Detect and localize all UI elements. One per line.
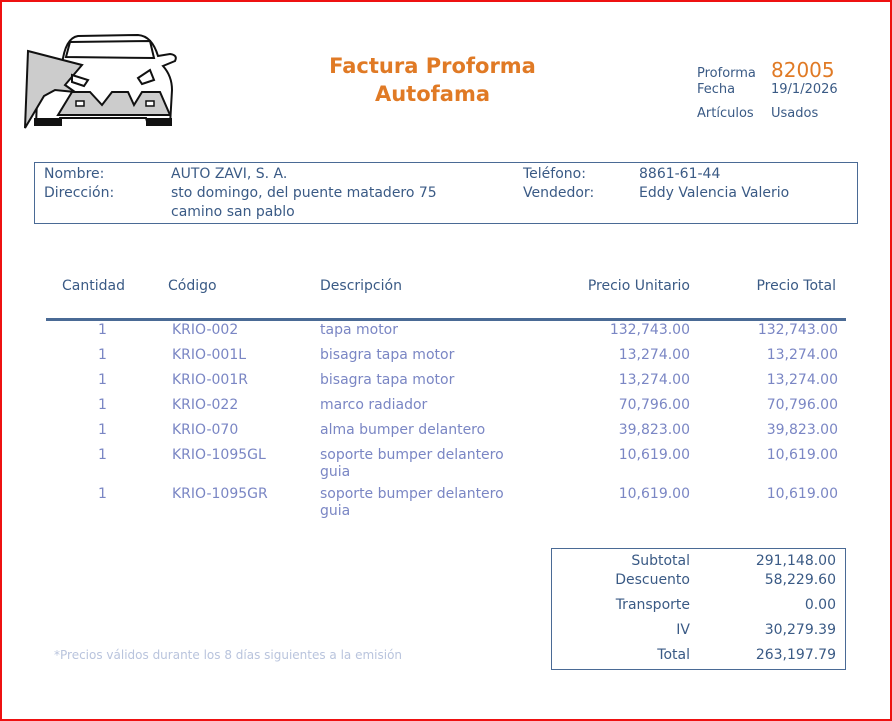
cell-desc-line-2: guia bbox=[320, 503, 351, 519]
cell-code: KRIO-022 bbox=[172, 397, 239, 413]
cell-qty: 1 bbox=[98, 397, 107, 413]
cell-qty: 1 bbox=[98, 422, 107, 438]
cell-total-price: 13,274.00 bbox=[766, 347, 838, 363]
totals-iv bbox=[552, 622, 845, 640]
cell-code: KRIO-001L bbox=[172, 347, 247, 363]
cell-total-price: 10,619.00 bbox=[766, 447, 838, 463]
articulos-value: Usados bbox=[771, 106, 819, 121]
cell-code: KRIO-1095GR bbox=[172, 486, 268, 502]
cell-desc: bisagra tapa motor bbox=[320, 372, 455, 388]
cell-code: KRIO-1095GL bbox=[172, 447, 266, 463]
total-label: Total bbox=[657, 647, 690, 663]
document-title bbox=[290, 52, 575, 108]
total-value: 263,197.79 bbox=[755, 647, 836, 663]
cell-unit-price: 10,619.00 bbox=[618, 447, 690, 463]
telefono-value: 8861-61-44 bbox=[639, 166, 721, 182]
cell-total-price: 70,796.00 bbox=[766, 397, 838, 413]
cell-qty: 1 bbox=[98, 347, 107, 363]
cell-unit-price: 10,619.00 bbox=[618, 486, 690, 502]
totals-transporte bbox=[552, 597, 845, 615]
client-info-box bbox=[34, 162, 858, 224]
cell-total-price: 39,823.00 bbox=[766, 422, 838, 438]
header-codigo: Código bbox=[168, 278, 217, 294]
proforma-label: Proforma bbox=[697, 66, 756, 81]
nombre-label: Nombre: bbox=[44, 166, 105, 182]
header-descripcion: Descripción bbox=[320, 278, 402, 294]
title-line-1: Factura Proforma bbox=[329, 54, 536, 78]
cell-unit-price: 39,823.00 bbox=[618, 422, 690, 438]
cell-qty: 1 bbox=[98, 486, 107, 502]
nombre-value: AUTO ZAVI, S. A. bbox=[171, 166, 288, 182]
vendedor-label: Vendedor: bbox=[523, 185, 595, 201]
cell-unit-price: 13,274.00 bbox=[618, 372, 690, 388]
telefono-label: Teléfono: bbox=[523, 166, 586, 182]
transporte-label: Transporte bbox=[615, 597, 690, 613]
cell-qty: 1 bbox=[98, 372, 107, 388]
validity-footnote: *Precios válidos durante los 8 días siguientes a la emisión bbox=[54, 648, 403, 662]
cell-desc: marco radiador bbox=[320, 397, 428, 413]
transporte-value: 0.00 bbox=[804, 597, 836, 613]
totals-descuento bbox=[552, 572, 845, 590]
descuento-value: 58,229.60 bbox=[764, 572, 836, 588]
cell-desc bbox=[320, 447, 550, 481]
cell-desc-line-1: soporte bumper delantero bbox=[320, 486, 504, 502]
meta-proforma bbox=[697, 58, 838, 82]
header-divider bbox=[46, 318, 846, 321]
cell-unit-price: 132,743.00 bbox=[609, 322, 690, 338]
cell-unit-price: 13,274.00 bbox=[618, 347, 690, 363]
header-precio-total: Precio Total bbox=[756, 278, 836, 294]
cell-desc-line-1: soporte bumper delantero bbox=[320, 447, 504, 463]
cell-desc: alma bumper delantero bbox=[320, 422, 486, 438]
cell-desc: bisagra tapa motor bbox=[320, 347, 455, 363]
cell-code: KRIO-070 bbox=[172, 422, 239, 438]
cell-total-price: 132,743.00 bbox=[757, 322, 838, 338]
autofama-logo bbox=[20, 30, 180, 135]
cell-desc: tapa motor bbox=[320, 322, 398, 338]
header-cantidad: Cantidad bbox=[62, 278, 125, 294]
cell-desc-line-2: guia bbox=[320, 464, 351, 480]
cell-qty: 1 bbox=[98, 447, 107, 463]
totals-subtotal bbox=[552, 553, 845, 571]
car-logo-icon bbox=[20, 30, 180, 135]
fecha-label: Fecha bbox=[697, 82, 736, 97]
cell-qty: 1 bbox=[98, 322, 107, 338]
subtotal-label: Subtotal bbox=[631, 553, 690, 569]
vendedor-value: Eddy Valencia Valerio bbox=[639, 185, 790, 201]
proforma-number: 82005 bbox=[771, 58, 835, 82]
cell-unit-price: 70,796.00 bbox=[618, 397, 690, 413]
direccion-label: Dirección: bbox=[44, 185, 115, 201]
invoice-meta bbox=[697, 58, 838, 130]
meta-articulos bbox=[697, 106, 838, 130]
direccion-line-1: sto domingo, del puente matadero 75 bbox=[171, 185, 437, 201]
cell-code: KRIO-002 bbox=[172, 322, 239, 338]
title-line-2: Autofama bbox=[374, 82, 491, 106]
fecha-value: 19/1/2026 bbox=[771, 82, 838, 97]
direccion-line-2: camino san pablo bbox=[171, 204, 295, 220]
cell-desc bbox=[320, 486, 550, 520]
iv-label: IV bbox=[676, 622, 690, 638]
totals-box bbox=[551, 548, 846, 670]
header-precio-unitario: Precio Unitario bbox=[587, 278, 690, 294]
articulos-label: Artículos bbox=[697, 106, 754, 121]
totals-total bbox=[552, 647, 845, 665]
iv-value: 30,279.39 bbox=[764, 622, 836, 638]
descuento-label: Descuento bbox=[615, 572, 690, 588]
cell-total-price: 13,274.00 bbox=[766, 372, 838, 388]
subtotal-value: 291,148.00 bbox=[755, 553, 836, 569]
meta-fecha bbox=[697, 82, 838, 106]
cell-total-price: 10,619.00 bbox=[766, 486, 838, 502]
cell-code: KRIO-001R bbox=[172, 372, 248, 388]
